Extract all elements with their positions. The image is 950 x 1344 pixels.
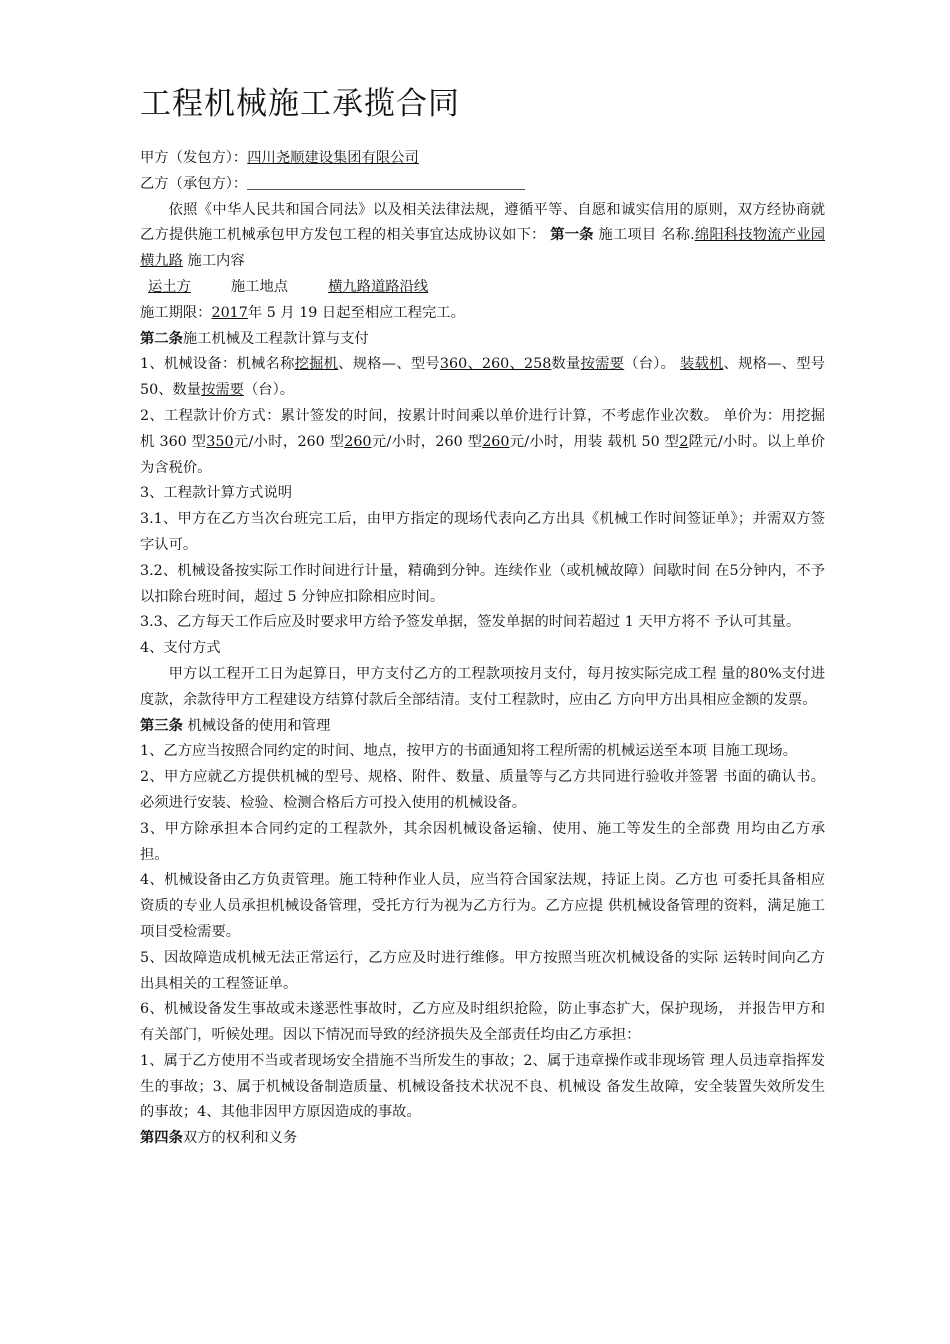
payment-paragraph: 甲方以工程开工日为起算日，甲方支付乙方的工程款项按月支付，每月按实际完成工程 量的80%支付进度款，余款待甲方工程建设方结算付款后全部结清。支付工程款时，应由乙 方向甲方出具相应金额的发票。: [140, 665, 825, 708]
article-2-title: 施工机械及工程款计算与支付: [182, 330, 369, 347]
equip-name-2: 装载机: [679, 356, 724, 373]
price-value-3: 260: [482, 433, 510, 450]
party-b-blank: [247, 173, 525, 190]
calc-item: 3.3、乙方每天工作后应及时要求甲方给予签发单据，签发单据的时间若超过 1 天甲方将不 予认可其量。: [140, 614, 801, 631]
article-3-item: 1、属于乙方使用不当或者现场安全措施不当所发生的事故；2、属于违章操作或非现场管 理人员违章指挥发生的事故；3、属于机械设备制造质量、机械设备技术状况不良、机械设 备发生故障，安全装置失效所发生的事故；4、其他非因甲方原因造成的事故。: [140, 1052, 825, 1121]
period-year: 2017: [211, 304, 248, 321]
article-3-line: [140, 714, 825, 740]
equipment-paragraph: [140, 352, 825, 404]
article-2-heading: 第二条: [140, 330, 183, 347]
content-value: 运土方: [148, 278, 191, 295]
article-4-heading: 第四条: [140, 1130, 183, 1147]
article-1-heading: 第一条: [550, 227, 594, 244]
article-2-line: [140, 327, 825, 353]
project-name-value: 绵阳科技物流产业园横九路: [140, 227, 826, 270]
calc-title: 3、工程款计算方式说明: [140, 485, 293, 502]
article-1-title: 施工项目: [598, 227, 657, 244]
article-4-line: [140, 1126, 825, 1152]
equip-text-1: 1、机械设备：机械名称: [140, 356, 295, 373]
article-3-item: 6、机械设备发生事故或未遂恶性事故时，乙方应及时组织抢险，防止事态扩大，保护现场， 并报告甲方和有关部门，听候处理。因以下情况而导致的经济损失及全部责任均由乙方承担：: [140, 1001, 825, 1044]
equip-qty-2: 按需要: [201, 382, 244, 399]
intro-text: 依照《中华人民共和国合同法》以及相关法律法规，遵循平等、自愿和诚实信用的原则，双方经协商就乙方提供施工机械承包甲方发包工程的相关事宜达成协议如下：: [140, 201, 825, 244]
equip-models: 360、260、258: [439, 356, 552, 373]
equip-text-3: 数量: [551, 356, 581, 373]
equip-name-1: 挖掘机: [294, 356, 339, 373]
price-text-3: 元/小时，260 型: [371, 433, 483, 450]
party-b-line: [140, 172, 825, 198]
article-3-item: 3、甲方除承担本合同约定的工程款外，其余因机械设备运输、使用、施工等发生的全部费 用均由乙方承担。: [140, 820, 825, 863]
equip-text-2: 、规格—、型号: [338, 356, 440, 373]
article-3-heading: 第三条: [140, 717, 183, 734]
period-label: 施工期限：: [140, 304, 212, 321]
article-3-title: 机械设备的使用和管理: [187, 717, 331, 734]
equip-qty-1: 按需要: [580, 356, 625, 373]
price-text-2: 元/小时，260 型: [233, 433, 345, 450]
calc-item: 3.2、机械设备按实际工作时间进行计量，精确到分钟。连续作业（或机械故障）间歇时间 在5分钟内，不予以扣除台班时间，超过 5 分钟应扣除相应时间。: [140, 562, 825, 605]
equip-text-5: 、规格—、型号 50、数量: [140, 356, 826, 399]
payment-title: 4、支付方式: [140, 640, 221, 657]
document-title: 工程机械施工承揽合同: [140, 86, 460, 122]
project-name-label: 名称.: [661, 227, 695, 244]
period-line: [140, 301, 825, 327]
price-paragraph: [140, 404, 825, 481]
price-value-4: 2: [679, 433, 689, 450]
content-location-line: [140, 275, 825, 301]
contract-page: [140, 84, 825, 1152]
article-3-item: 5、因故障造成机械无法正常运行，乙方应及时进行维修。甲方按照当班次机械设备的实际 运转时间向乙方出具相关的工程签证单。: [140, 949, 825, 992]
calc-item: 3.1、甲方在乙方当次台班完工后，由甲方指定的现场代表向乙方出具《机械工作时间签证单》；并需双方签字认可。: [140, 511, 825, 553]
period-rest: 年 5 月 19 日起至相应工程完工。: [247, 304, 465, 321]
equip-text-6: （台）。: [243, 382, 295, 399]
party-a-value: 四川尧顺建设集团有限公司: [247, 150, 419, 166]
price-value-2: 260: [344, 433, 372, 450]
party-a-line: [140, 146, 825, 172]
price-text-5: 陞元/小时。以上单价为含税价。: [140, 433, 825, 476]
article-4-title: 双方的权利和义务: [182, 1130, 298, 1147]
price-text-1: 2、工程款计价方式：累计签发的时间，按累计时间乘以单价进行计算，不考虑作业次数。 单价为：用挖掘机 360 型: [140, 407, 825, 450]
party-a-label: 甲方（发包方）：: [140, 150, 248, 166]
article-3-item: 1、乙方应当按照合同约定的时间、地点，按甲方的书面通知将工程所需的机械运送至本项 目施工现场。: [140, 743, 797, 760]
location-label: 施工地点: [230, 278, 289, 295]
equip-text-4: （台）。: [624, 356, 676, 373]
intro-paragraph: [140, 198, 825, 275]
party-b-label: 乙方（承包方）：: [140, 175, 248, 192]
article-3-item: 2、甲方应就乙方提供机械的型号、规格、附件、数量、质量等与乙方共同进行验收并签署 书面的确认书。必须进行安装、检验、检测合格后方可投入使用的机械设备。: [140, 769, 825, 811]
price-text-4: 元/小时，用装 载机 50 型: [509, 433, 680, 450]
content-label: 施工内容: [187, 253, 245, 270]
price-value-1: 350: [206, 433, 234, 450]
article-3-item: 4、机械设备由乙方负责管理。施工特种作业人员，应当符合国家法规，持证上岗。乙方也 可委托具备相应资质的专业人员承担机械设备管理，受托方行为视为乙方行为。乙方应提 供机械设备管理的资料，满足施工项目受检需要。: [140, 872, 825, 940]
location-value: 横九路道路沿线: [328, 278, 429, 295]
